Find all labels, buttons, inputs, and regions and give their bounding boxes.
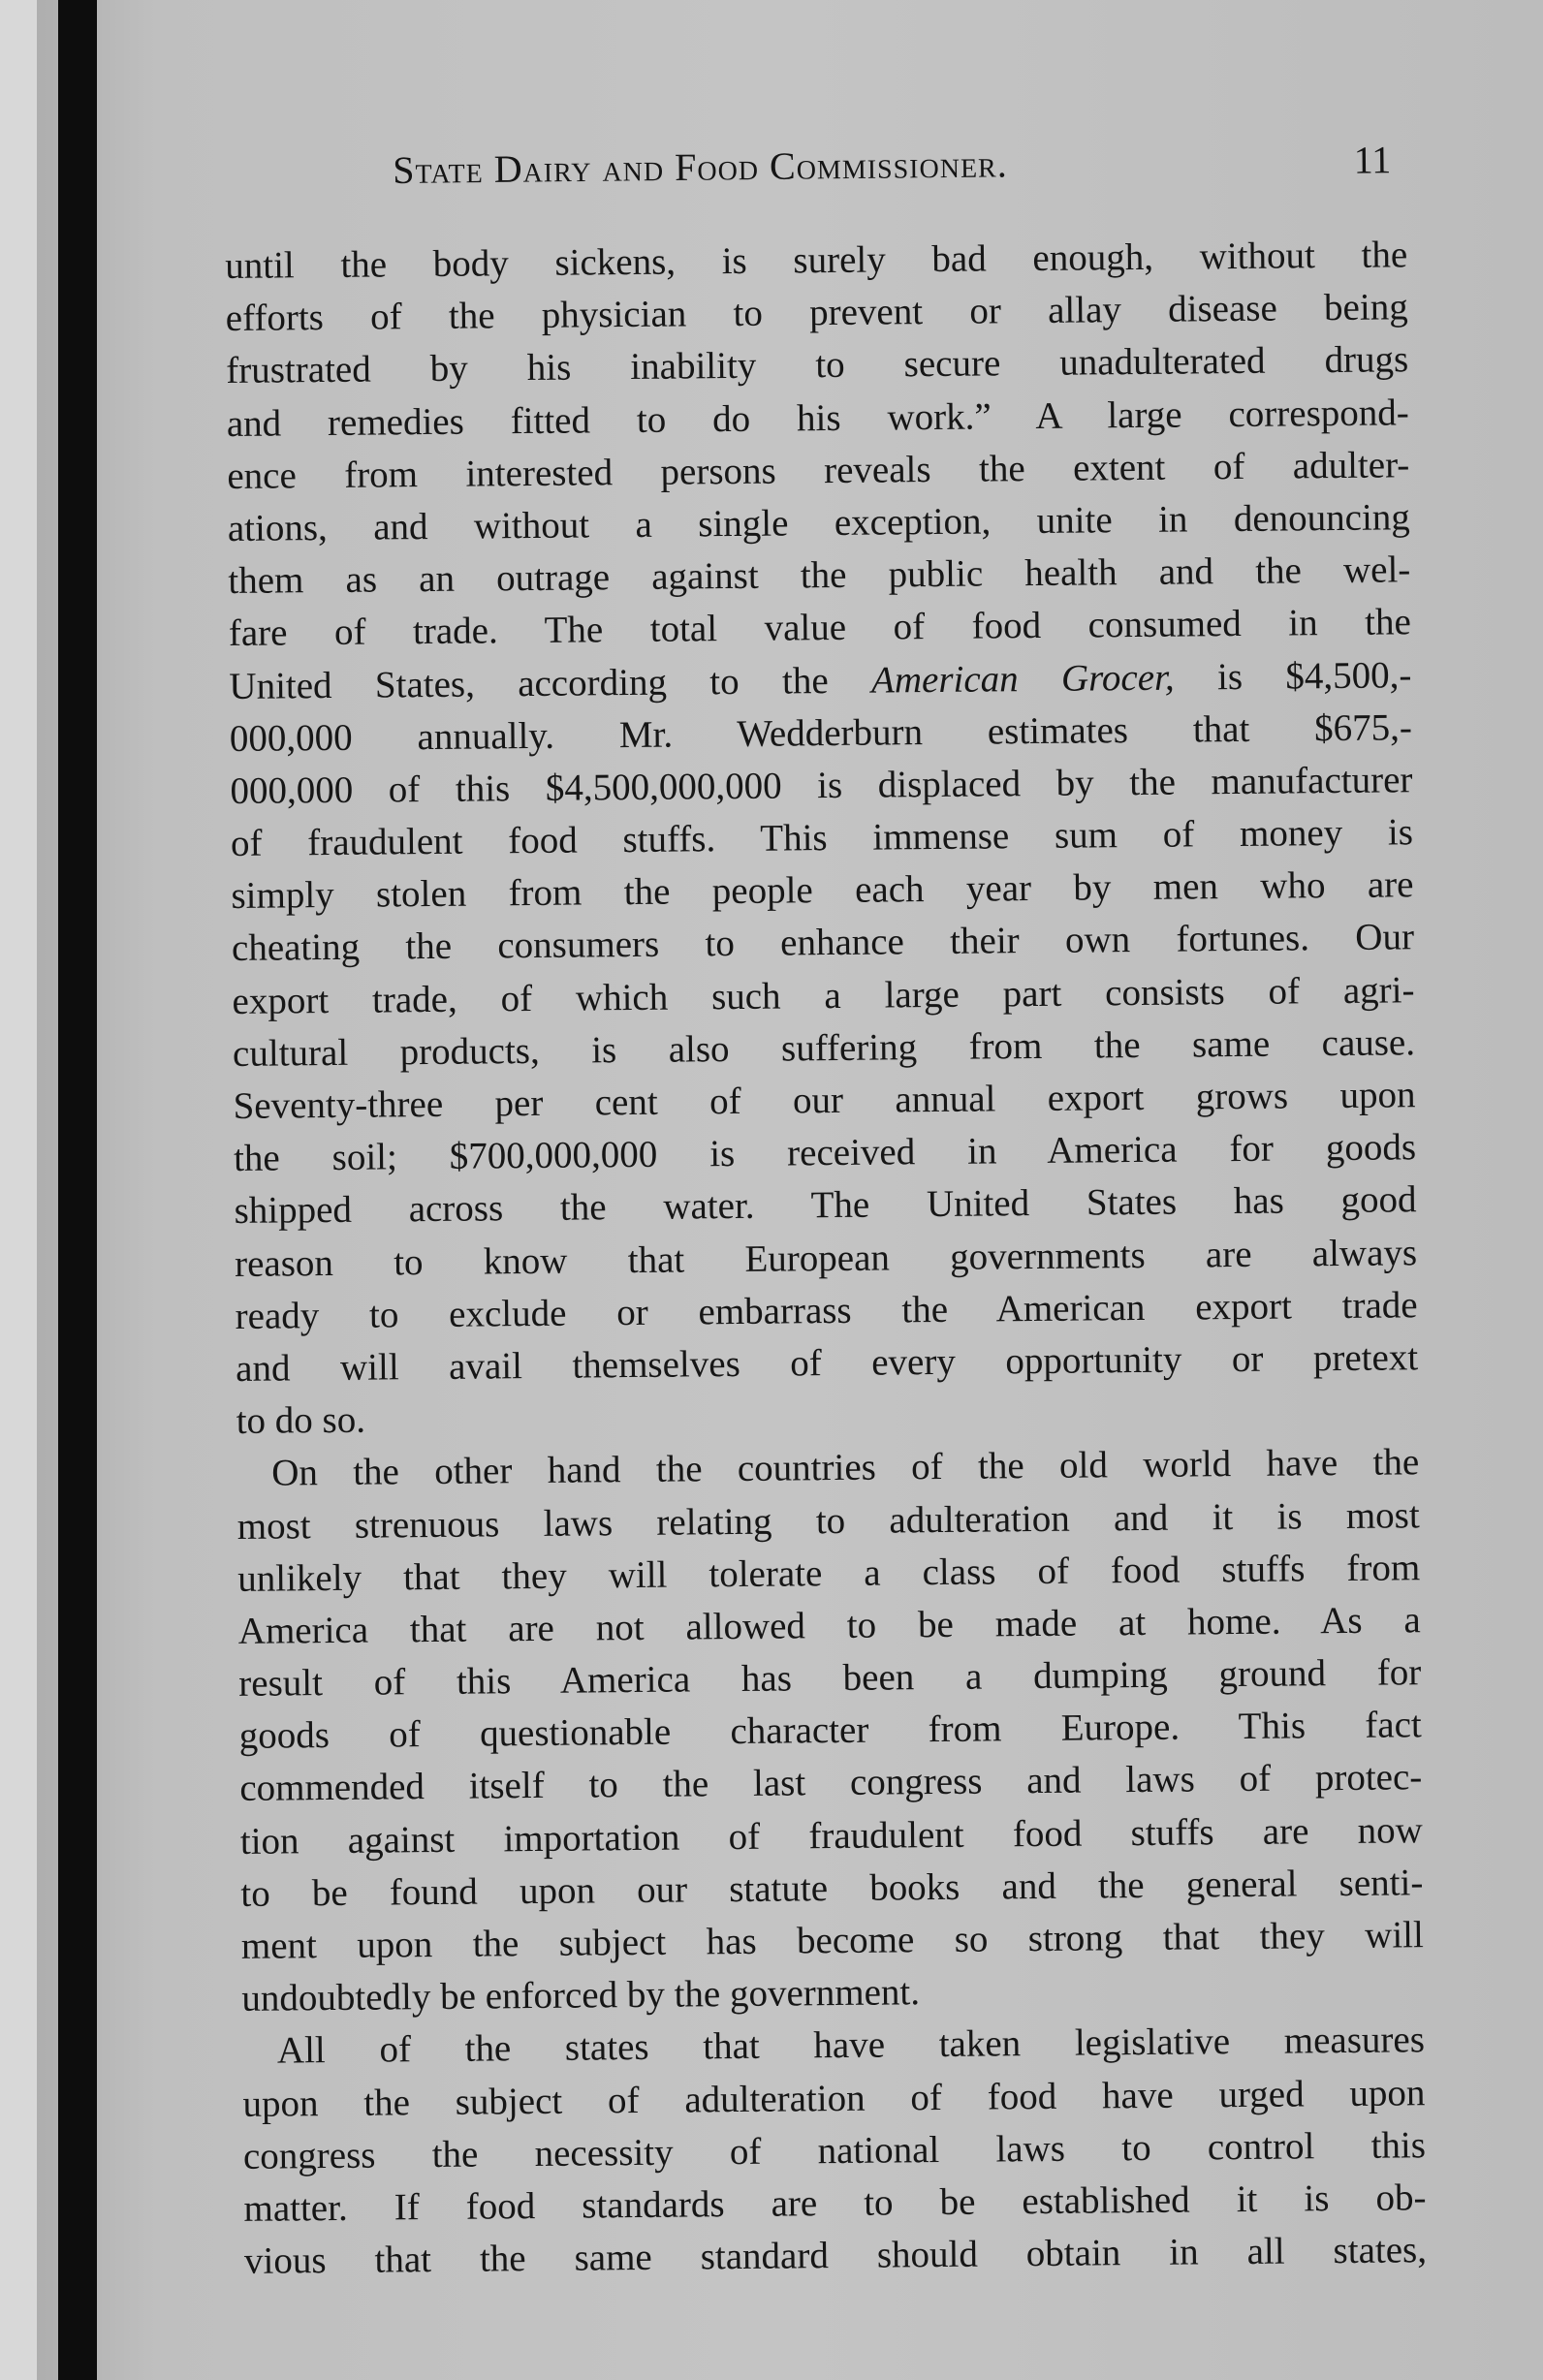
text-line: America that are not allowed to be made at home. As a (237, 1599, 1421, 1652)
text-line: export trade, of which such a large part consists of agri- (232, 968, 1415, 1022)
italic-title: American Grocer, (870, 656, 1175, 702)
text-line: fare of trade. The total value of food consumed in the (228, 601, 1412, 655)
text-line: ment upon the subject has become so strong that they will (240, 1914, 1425, 1967)
text-line: the soil; $700,000,000 is received in America for goods (233, 1126, 1417, 1180)
text-line: congress the necessity of national laws to control this (242, 2123, 1427, 2177)
text-line: ready to exclude or embarrass the American export trade (235, 1283, 1418, 1337)
text-line: commended itself to the last congress and laws of protec- (239, 1756, 1423, 1810)
text-line: goods of questionable character from Europe. This fact (238, 1704, 1422, 1758)
text-line: All of the states that have taken legislative measures (276, 2019, 1426, 2072)
text-line: and will avail themselves of every opportunity or pretext (235, 1336, 1419, 1390)
text-line: Seventy-three per cent of our annual export grows upon (233, 1074, 1416, 1127)
text-line: 000,000 annually. Mr. Wedderburn estimates that $675,- (229, 705, 1413, 760)
text-line: tion against importation of fraudulent food stuffs are now (239, 1808, 1424, 1863)
text-run: United States, according to the (229, 659, 872, 707)
text-run: is $4,500,- (1174, 653, 1412, 699)
text-line: cultural products, is also suffering from the same cause. (232, 1021, 1416, 1075)
text-line: efforts of the physician to prevent or allay disease being (225, 286, 1408, 340)
text-line: ations, and without a single exception, unite in denouncing (227, 496, 1411, 549)
text-line: undoubtedly be enforced by the government. (241, 1971, 921, 2020)
text-line: shipped across the water. The United States has good (234, 1178, 1417, 1233)
text-line: most strenuous laws relating to adulteration and it is most (236, 1493, 1420, 1548)
text-line: cheating the consumers to enhance their own fortunes. Our (231, 916, 1415, 970)
text-line: until the body sickens, is surely bad enough, without the (225, 234, 1408, 287)
text-line: to do so. (236, 1398, 366, 1443)
text-line: simply stolen from the people each year by men who are (231, 863, 1414, 918)
page-edge (0, 0, 37, 2380)
text-line: upon the subject of adulteration of food have urged upon (242, 2071, 1426, 2125)
text-line: On the other hand the countries of the old world have the (271, 1441, 1420, 1494)
body-text (225, 229, 1427, 2288)
text-line: vious that the same standard should obtain in all states, (243, 2229, 1428, 2283)
text-line: unlikely that they will tolerate a class of food stuffs from (237, 1546, 1421, 1600)
binding-shadow (58, 0, 97, 2380)
text-line: to be found upon our statute books and the general senti- (240, 1862, 1424, 1915)
text-line: result of this America has been a dumping ground for (238, 1651, 1422, 1705)
running-head (393, 137, 1411, 205)
running-title: State Dairy and Food Commissioner. (393, 141, 1008, 192)
text-line: 000,000 of this $4,500,000,000 is displaced by the manufacturer (230, 759, 1413, 812)
text-line: ence from interested persons reveals the extent of adulter- (227, 444, 1410, 497)
text-line: frustrated by his inability to secure unadulterated drugs (226, 338, 1409, 392)
text-line: matter. If food standards are to be established it is ob- (243, 2176, 1427, 2230)
text-line: of fraudulent food stuffs. This immense sum of money is (230, 811, 1414, 865)
text-line: and remedies fitted to do his work.” A large correspond- (226, 391, 1409, 445)
page-number: 11 (1353, 138, 1392, 182)
text-line: reason to know that European governments are always (234, 1231, 1418, 1285)
text-line: them as an outrage against the public health and the wel- (228, 548, 1411, 603)
